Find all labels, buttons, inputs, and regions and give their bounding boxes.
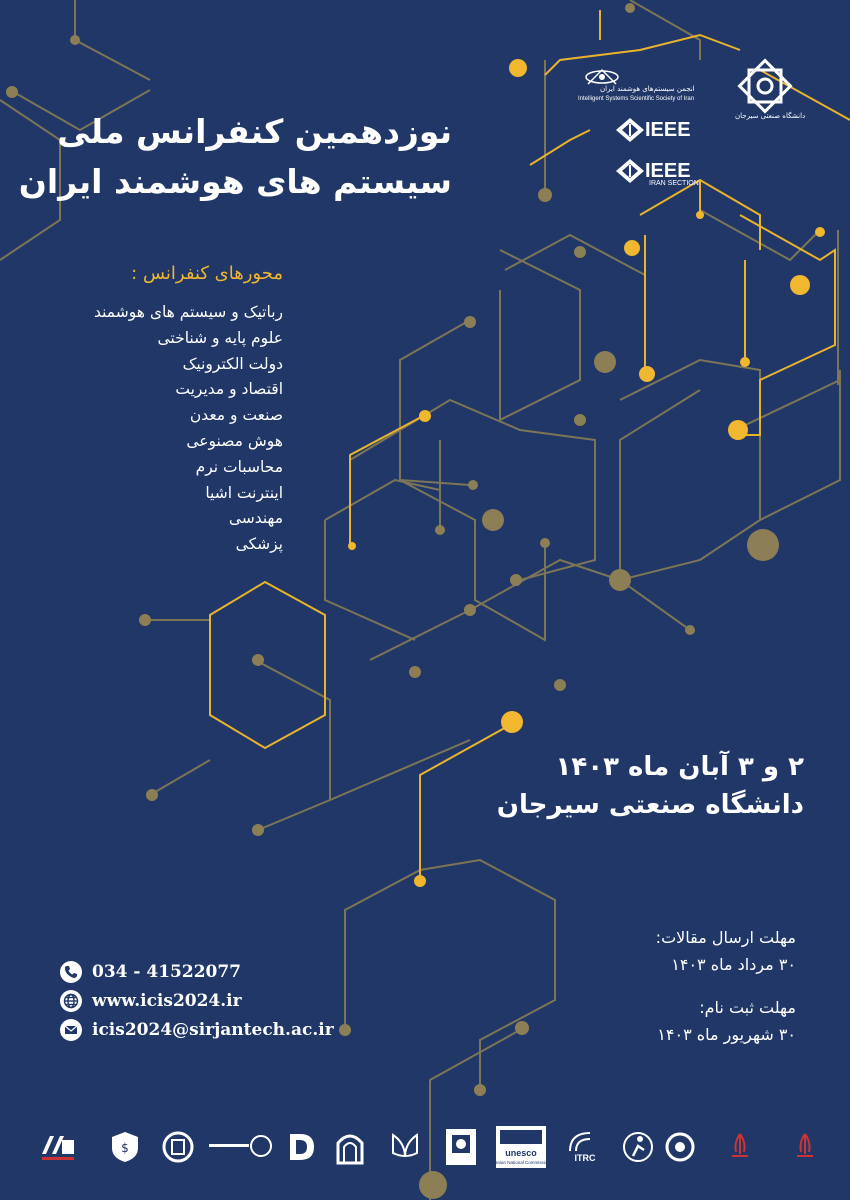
sponsor-ads-icon — [38, 1130, 78, 1164]
iss-logo-persian: انجمن سیستم‌های هوشمند ایران — [600, 85, 695, 93]
ieee-iran-logo-text: IEEE — [645, 159, 691, 182]
sponsor-logo-eye — [660, 1125, 700, 1169]
paper-deadline-label: مهلت ارسال مقالات: — [655, 928, 796, 947]
sponsor-emblem-icon — [728, 1132, 752, 1162]
paper-deadline-date: ۳۰ مرداد ماه ۱۴۰۳ — [671, 955, 796, 974]
sponsor-logo-ads — [38, 1125, 78, 1169]
sirjan-logo-label: دانشگاه صنعتی سیرجان — [735, 112, 806, 120]
sponsor-itrc-text: ITRC — [574, 1153, 596, 1163]
sponsor-logo-runner — [618, 1125, 658, 1169]
ieee-logo-text: IEEE — [645, 118, 691, 141]
sponsor-logo-shield — [105, 1125, 145, 1169]
ieee-logo — [615, 117, 691, 143]
conference-date: ۲ و ۳ آبان ماه ۱۴۰۳ — [555, 752, 804, 782]
sponsor-logo-ministry-science — [720, 1125, 760, 1169]
topic-item: دولت الکترونیک — [182, 354, 283, 373]
sirjan-logo-icon — [737, 62, 793, 112]
ieee-iran-diamond-icon — [615, 158, 645, 184]
sponsor-logo-hormozgan — [442, 1125, 480, 1169]
conference-title-line2: سیستم های هوشمند ایران — [18, 162, 452, 201]
website-link[interactable]: www.icis2024.ir — [92, 991, 242, 1011]
topic-item: علوم پایه و شناختی — [157, 328, 283, 347]
topic-item: مهندسی — [228, 509, 283, 528]
sirjan-university-logo — [737, 62, 793, 112]
sponsor-logo-circle — [160, 1125, 196, 1169]
sponsor-emblem2-icon — [793, 1132, 817, 1162]
phone-icon — [60, 961, 82, 983]
email-icon — [60, 1019, 82, 1041]
topics-heading: محورهای کنفرانس : — [131, 263, 283, 284]
conference-title-line1: نوزدهمین کنفرانس ملی — [57, 112, 452, 151]
sponsor-runner-icon — [621, 1130, 655, 1164]
sponsor-hormozgan-icon — [444, 1127, 478, 1167]
sponsor-logo-d — [283, 1125, 319, 1169]
topic-item: پزشکی — [235, 535, 283, 554]
sponsor-logo-arch — [332, 1125, 368, 1169]
sponsor-itrc-icon — [560, 1127, 610, 1167]
globe-icon — [60, 990, 82, 1012]
sponsor-logo-unesco — [492, 1125, 550, 1169]
sponsor-kerman-icon — [207, 1132, 273, 1162]
topic-item: اقتصاد و مدیریت — [175, 380, 283, 399]
topic-item: صنعت و معدن — [189, 406, 283, 425]
sponsor-logo-presidency — [785, 1125, 825, 1169]
sponsor-shield-icon — [110, 1130, 140, 1164]
sponsor-d-icon — [286, 1130, 316, 1164]
sponsor-arch-icon — [334, 1129, 366, 1165]
sponsor-logo-bahonar — [382, 1125, 428, 1169]
iss-logo-english: Intelligent Systems Scientific Society of Iran — [578, 96, 695, 102]
email-link[interactable]: icis2024@sirjantech.ac.ir — [92, 1020, 334, 1040]
sponsor-unesco-text: unesco — [505, 1148, 537, 1158]
contact-website[interactable] — [60, 989, 242, 1013]
ieee-iran-section-label: IRAN SECTION — [649, 180, 699, 187]
registration-deadline-label: مهلت ثبت نام: — [699, 998, 796, 1017]
sponsor-logos-row — [30, 1125, 830, 1175]
conference-venue: دانشگاه صنعتی سیرجان — [496, 790, 804, 820]
sponsor-bahonar-icon — [385, 1129, 425, 1165]
sponsor-eye-icon — [664, 1131, 696, 1163]
sponsor-circle-icon — [162, 1131, 194, 1163]
registration-deadline-date: ۳۰ شهریور ماه ۱۴۰۳ — [657, 1025, 796, 1044]
sponsor-unesco-icon — [492, 1126, 550, 1168]
phone-number[interactable]: 034 - 41522077 — [92, 962, 242, 982]
topic-item: رباتیک و سیستم های هوشمند — [93, 303, 283, 321]
contact-email[interactable] — [60, 1018, 334, 1042]
contact-phone[interactable] — [60, 960, 241, 984]
sponsor-unesco-sub: Iranian National Commission — [492, 1160, 550, 1165]
topic-item: هوش مصنوعی — [186, 431, 283, 450]
svg-text:$: $ — [121, 1141, 129, 1155]
topics-list — [94, 300, 283, 558]
ieee-diamond-icon — [615, 117, 645, 143]
sponsor-logo-itrc — [560, 1125, 610, 1169]
topic-item: اینترنت اشیا — [205, 483, 283, 502]
topic-item: محاسبات نرم — [195, 457, 283, 476]
sponsor-logo-kerman-industrial — [205, 1125, 275, 1169]
